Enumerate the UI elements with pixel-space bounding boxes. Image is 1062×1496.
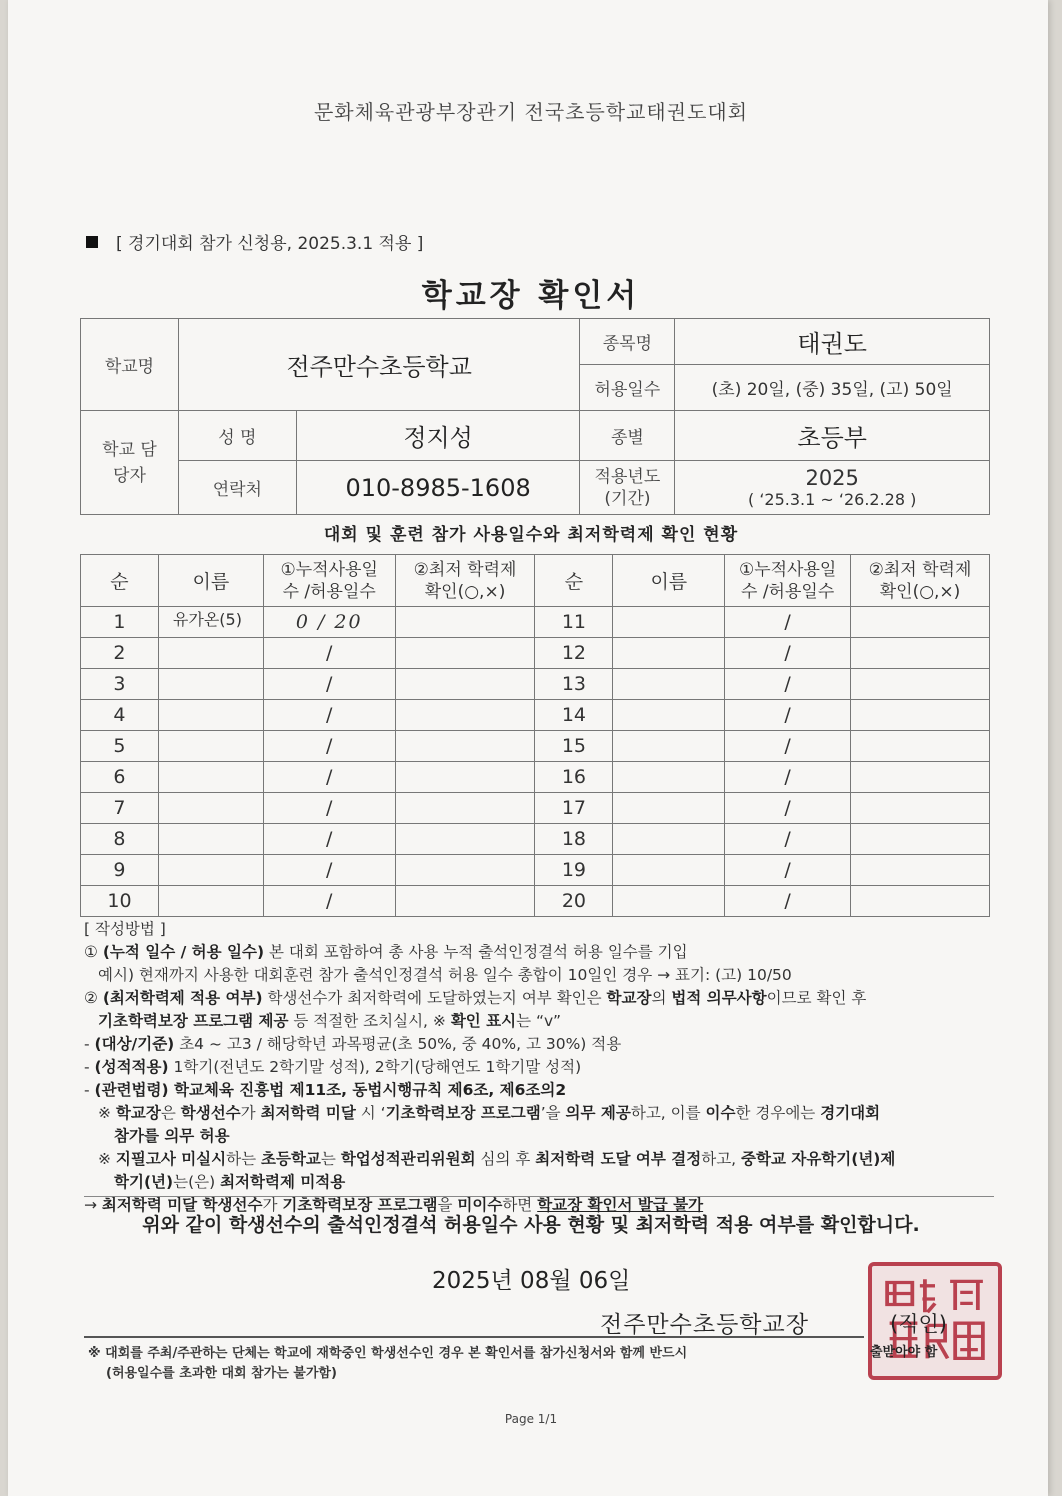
table-row: 9 / 19 /	[81, 855, 990, 886]
year-cell	[675, 461, 990, 515]
name-label: 성 명	[178, 411, 296, 461]
table-row: 4 / 14 /	[81, 700, 990, 731]
table-row: 5 / 15 /	[81, 731, 990, 762]
event-label: 종목명	[580, 319, 675, 365]
school-name: 전주만수초등학교	[178, 319, 580, 411]
page-number: Page 1/1	[504, 1412, 558, 1426]
contact-label: 연락처	[178, 461, 296, 515]
table-row: 1 유가온(5) 0 / 20 11 /	[81, 607, 990, 638]
table-row: 10 / 20 /	[81, 886, 990, 917]
usage-section-title: 대회 및 훈련 참가 사용일수와 최저학력제 확인 현황	[323, 525, 739, 545]
footer-note-end: 출받아야 함	[870, 1345, 938, 1360]
document-title: 학교장 확인서	[421, 278, 641, 314]
confirmation-statement: 위와 같이 학생선수의 출석인정결석 허용일수 사용 현황 및 최저학력 적용 여부를 확인합니다.	[142, 1214, 920, 1236]
square-bullet-icon	[86, 236, 98, 248]
allow-days-value: (초) 20일, (중) 35일, (고) 50일	[675, 365, 990, 411]
seal-label: (직인)	[890, 1312, 947, 1336]
col-name-right: 이름	[613, 555, 725, 607]
handwritten-days: 0 / 20	[263, 607, 395, 638]
division-value: 초등부	[675, 411, 990, 461]
table-row: 7 / 17 /	[81, 793, 990, 824]
table-row: 8 / 18 /	[81, 824, 990, 855]
school-info-table	[80, 318, 990, 515]
divider	[84, 1196, 994, 1197]
col-days-left: ①누적사용일수 /허용일수	[263, 555, 395, 607]
event-title: 문화체육관광부장관기 전국초등학교태권도대회	[313, 100, 749, 124]
principal-name: 전주만수초등학교장	[600, 1312, 809, 1338]
year-value: 2025	[805, 466, 859, 490]
usage-table	[80, 554, 990, 917]
manager-name: 정지성	[296, 411, 580, 461]
col-name-left: 이름	[158, 555, 263, 607]
col-check-right: ②최저 학력제 확인(○,×)	[851, 555, 990, 607]
divider	[84, 1336, 864, 1338]
student-name: 유가온(5)	[158, 607, 263, 638]
footer-note: ※ 대회를 주최/주관하는 단체는 학교에 재학중인 학생선수인 경우 본 확인서를 참가신청서와 함께 반드시 (허용일수를 초과한 대회 참가는 불가함)	[88, 1346, 688, 1381]
col-no-left: 순	[81, 555, 159, 607]
table-row: 6 / 16 /	[81, 762, 990, 793]
allow-days-label: 허용일수	[580, 365, 675, 411]
contact-value: 010-8985-1608	[296, 461, 580, 515]
table-row: 3 / 13 /	[81, 669, 990, 700]
table-row: 2 / 12 /	[81, 638, 990, 669]
period-value: ( ‘25.3.1 ~ ‘26.2.28 )	[747, 490, 917, 509]
col-check-left: ②최저 학력제 확인(○,×)	[395, 555, 535, 607]
application-note: [ 경기대회 참가 신청용, 2025.3.1 적용 ]	[86, 229, 423, 254]
col-days-right: ①누적사용일수 /허용일수	[725, 555, 851, 607]
school-label: 학교명	[81, 319, 179, 411]
year-label: 적용년도 (기간)	[580, 461, 675, 515]
manager-label: 학교 담당자	[81, 411, 179, 515]
division-label: 종별	[580, 411, 675, 461]
writing-guide: [ 작성방법 ] ① (누적 일수 / 허용 일수) 본 대회 포함하여 총 사용 누적 출석인정결석 허용 일수를 기입 예시) 현재까지 사용한 대회훈련 참가 출석인정결석 허용 일수 총합이 10일인 경우 → 표기: (고) 10/50 ② (최저학력제 적용 여부) 학생선수가 최저학력에 도달하였는지 여부 확인은 학교장의 법적 의무사항이므로 확인 후 기초학력보장 프로그램 제공 등 적절한 조치실시, ※ 확인 표시는 “v” - (대상/기준) 초4 ~ 고3 / 해당학년 과목평균(초 50%, 중 40%, 고 30%) 적용 - (성적적용) 1학기(전년도 2학기말 성적), 2학기(당해연도 1학기말 성적) - (관련법령) 학교체육 진흥법 제11조, 동법시행규칙 제6조, 제6조의2 ※ 학교장은 학생선수가 최저학력 미달 시 ‘기초학력보장 프로그램’을 의무 제공하고, 이를 이수한 경우에는 경기대회 참가를 의무 허용 ※ 지필고사 미실시하는 초등학교는 학업성적관리위원회 심의 후 최저학력 도달 여부 결정하고, 중학교 자유학기(년)제 학기(년)는(은) 최저학력제 미적용 → 최저학력 미달 학생선수가 기초학력보장 프로그램을 미이수하면 학교장 확인서 발급 불가	[84, 920, 896, 1214]
event-value: 태권도	[675, 319, 990, 365]
col-no-right: 순	[535, 555, 613, 607]
issue-date: 2025년 08월 06일	[432, 1268, 631, 1294]
